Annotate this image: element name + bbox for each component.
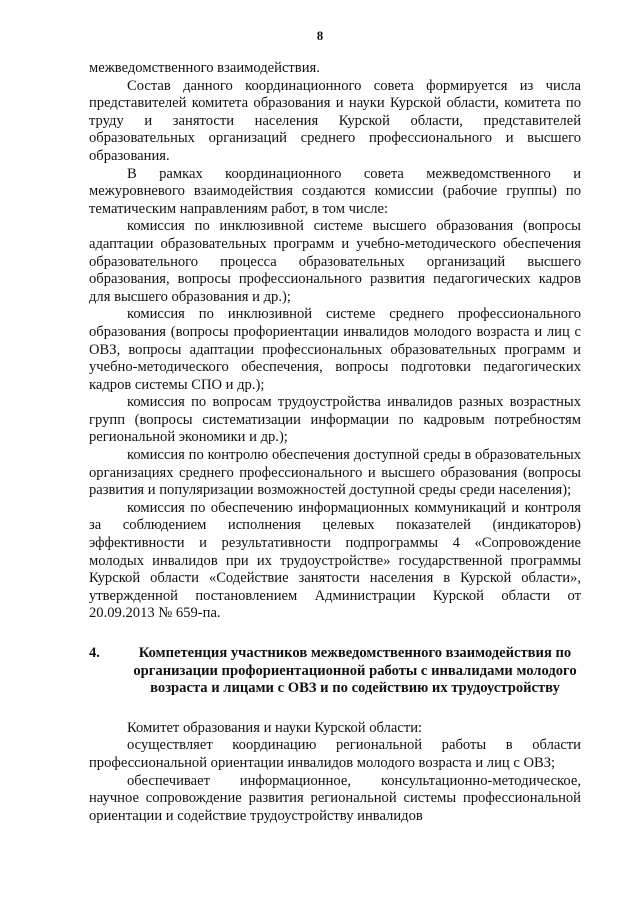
paragraph-8: Комитет образования и науки Курской области: — [127, 719, 423, 736]
paragraph-0: межведомственного взаимодействия. — [89, 60, 320, 76]
paragraph-1: Состав данного координационного совета формируется из числа представителей комитета образования и науки Курской области, комитета по труду и занятости населения Курской области, представителей образовательных организаций среднего профессионального и высшего образования. — [89, 77, 581, 164]
paragraph-7: комиссия по обеспечению информационных коммуникаций и контроля за соблюдением исполнения целевых показателей (индикаторов) эффективности и результативности подпрограммы 4 «Сопровождение молодых инвалидов при их трудоустройстве» государственной программы Курской области «Содействие занятости населения в Курской области», утвержденной постановлением Администрации Курской области от 20.09.2013 № 659-па. — [89, 499, 581, 622]
paragraph-3: комиссия по инклюзивной системе высшего образования (вопросы адаптации образовательных программ и учебно-методического обеспечения образовательного процесса образовательных организаций высшего образования, вопросы профессионального развития педагогических кадров для высшего образования и др.); — [89, 218, 581, 305]
page-number: 8 — [316, 28, 324, 43]
section-heading — [89, 645, 581, 698]
section-spacer — [89, 698, 581, 720]
paragraph-10: обеспечивает информационное, консультационно-методическое, научное сопровождение развития региональной системы профессиональной ориентации и содействие трудоустройству инвалидов — [89, 772, 581, 824]
section-title: Компетенция участников межведомственного взаимодействия по организации профориентационной работы с инвалидами молодого возраста и лицами с ОВЗ и по содействию их трудоустройству — [133, 645, 577, 697]
paragraphs-bottom — [89, 720, 581, 826]
section-number: 4. — [89, 645, 100, 661]
document-body — [89, 60, 581, 825]
paragraph-2: В рамках координационного совета межведомственного и межуровневого взаимодействия создаются комиссии (рабочие группы) по тематическим направлениям работ, в том числе: — [89, 165, 581, 217]
paragraph-9: осуществляет координацию региональной работы в области профессиональной ориентации инвалидов молодого возраста и лиц с ОВЗ; — [89, 737, 581, 771]
paragraph-5: комиссия по вопросам трудоустройства инвалидов разных возрастных групп (вопросы систематизации информации по кадровым потребностям региональной экономики и др.); — [89, 394, 581, 446]
paragraphs-top — [89, 60, 581, 623]
paragraph-4: комиссия по инклюзивной системе среднего профессионального образования (вопросы профориентации инвалидов молодого возраста и лиц с ОВЗ, вопросы адаптации профессиональных образовательных программ и учебно-методического обеспечения, вопросы подготовки педагогических кадров системы СПО и др.); — [89, 306, 581, 393]
paragraph-6: комиссия по контролю обеспечения доступной среды в образовательных организациях среднего профессионального и высшего образования (вопросы развития и популяризации возможностей доступной среды среди населения); — [89, 447, 581, 499]
